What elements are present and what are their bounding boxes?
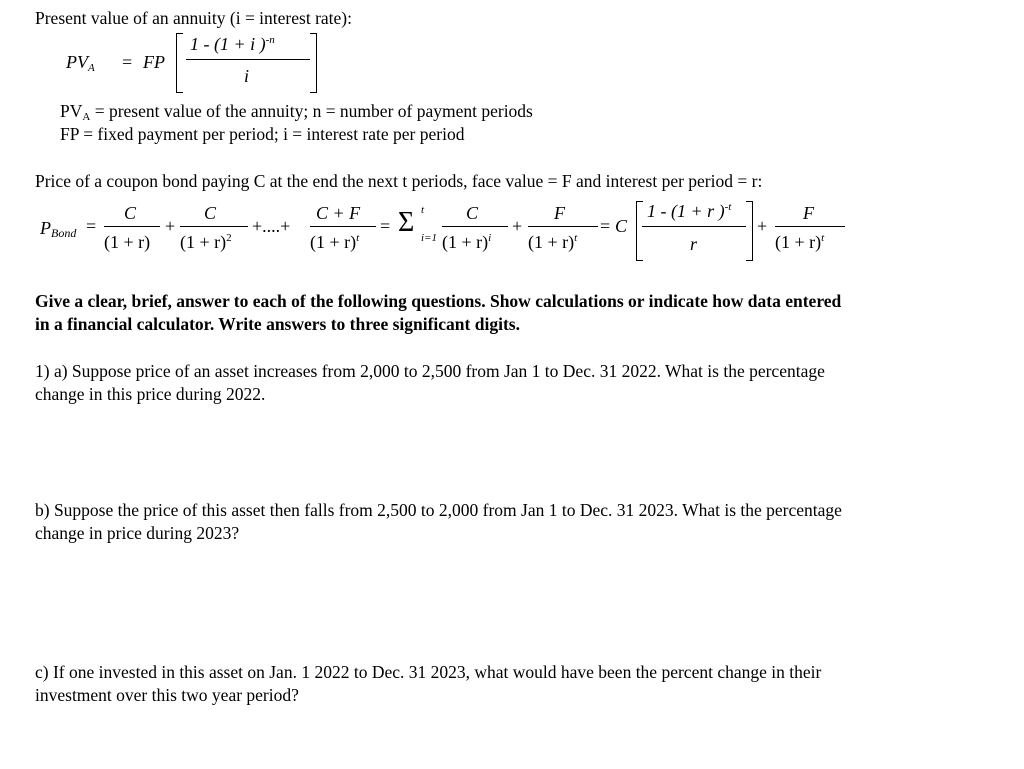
annuity-fraction-bar — [186, 59, 310, 60]
bond-dots: +....+ — [252, 216, 291, 236]
sigma-symbol: Σ — [398, 207, 415, 238]
fp-symbol: FP — [143, 52, 165, 72]
face-denominator: $(1 + r)^t$ — [528, 232, 578, 252]
face-numerator: F — [554, 203, 565, 223]
annuity-right-bracket — [310, 33, 317, 93]
bond-heading: Price of a coupon bond paying C at the end the next t periods, face value = F and interest per period = r: — [35, 171, 763, 191]
term2-numerator: C — [204, 203, 217, 223]
annuity-heading: Present value of an annuity (i = interest rate): — [35, 8, 352, 28]
annuity-definition-2: FP = fixed payment per period; i = interest rate per period — [60, 124, 465, 144]
bond-plus-2: + — [512, 216, 523, 236]
bond-equals-3: = — [600, 216, 611, 236]
term2-denominator: $(1 + r)^2$ — [180, 232, 232, 252]
bond-left-bracket — [636, 201, 643, 261]
annuity-left-bracket — [176, 33, 183, 93]
bond-equals-1: = — [86, 216, 97, 236]
annuity-factor-numerator: 1 - (1 + r )$^{-t}$ — [647, 201, 732, 221]
term1-fraction-bar — [104, 226, 160, 227]
sigma-lower: i=1 — [421, 232, 437, 244]
sigma-upper: t — [421, 204, 425, 216]
termt-denominator: $(1 + r)^t$ — [310, 232, 360, 252]
annuity-factor-denominator: r — [690, 234, 698, 254]
bond-right-bracket — [746, 201, 753, 261]
sum-fraction-bar — [442, 226, 508, 227]
question-1b-line-1: b) Suppose the price of this asset then falls from 2,500 to 2,000 from Jan 1 to Dec. 31 2023. What is the percentage — [35, 500, 842, 520]
pv-a-lhs: $PV_A$ — [66, 52, 95, 74]
bond-plus-3: + — [757, 216, 768, 236]
p-bond-lhs: $P_{Bond}$ — [40, 218, 77, 240]
annuity-numerator: 1 - (1 + i )$^{-n}$ — [190, 34, 275, 54]
question-1a-line-1: 1) a) Suppose price of an asset increases from 2,000 to 2,500 from Jan 1 to Dec. 31 2022. What is the percentage — [35, 361, 825, 381]
sum-denominator: $(1 + r)^i$ — [442, 232, 492, 252]
question-1c-line-2: investment over this two year period? — [35, 685, 299, 705]
face-fraction-bar — [528, 226, 598, 227]
annuity-definition-1: $PV_A$ = present value of the annuity; n = number of payment periods — [60, 101, 533, 123]
question-1c-line-1: c) If one invested in this asset on Jan. 1 2022 to Dec. 31 2023, what would have been the percent change in their — [35, 662, 822, 682]
question-1b-line-2: change in price during 2023? — [35, 523, 240, 543]
c-factor: C — [615, 216, 628, 236]
annuity-denominator: i — [244, 66, 250, 86]
final-face-denominator: $(1 + r)^t$ — [775, 232, 825, 252]
term1-denominator: (1 + r) — [104, 232, 151, 252]
term1-numerator: C — [124, 203, 137, 223]
question-1a-line-2: change in this price during 2022. — [35, 384, 266, 404]
termt-fraction-bar — [310, 226, 376, 227]
bond-plus-1: + — [165, 216, 176, 236]
annuity-equals: = — [122, 52, 133, 72]
final-face-bar — [775, 226, 845, 227]
annuity-factor-bar — [642, 226, 746, 227]
termt-numerator: C + F — [316, 203, 361, 223]
final-face-numerator: F — [803, 203, 814, 223]
bond-equals-2: = — [380, 216, 391, 236]
term2-fraction-bar — [180, 226, 248, 227]
instructions-line-1: Give a clear, brief, answer to each of the following questions. Show calculations or indicate how data entered — [35, 291, 842, 311]
instructions-line-2: in a financial calculator. Write answers to three significant digits. — [35, 314, 520, 334]
sum-numerator: C — [466, 203, 479, 223]
